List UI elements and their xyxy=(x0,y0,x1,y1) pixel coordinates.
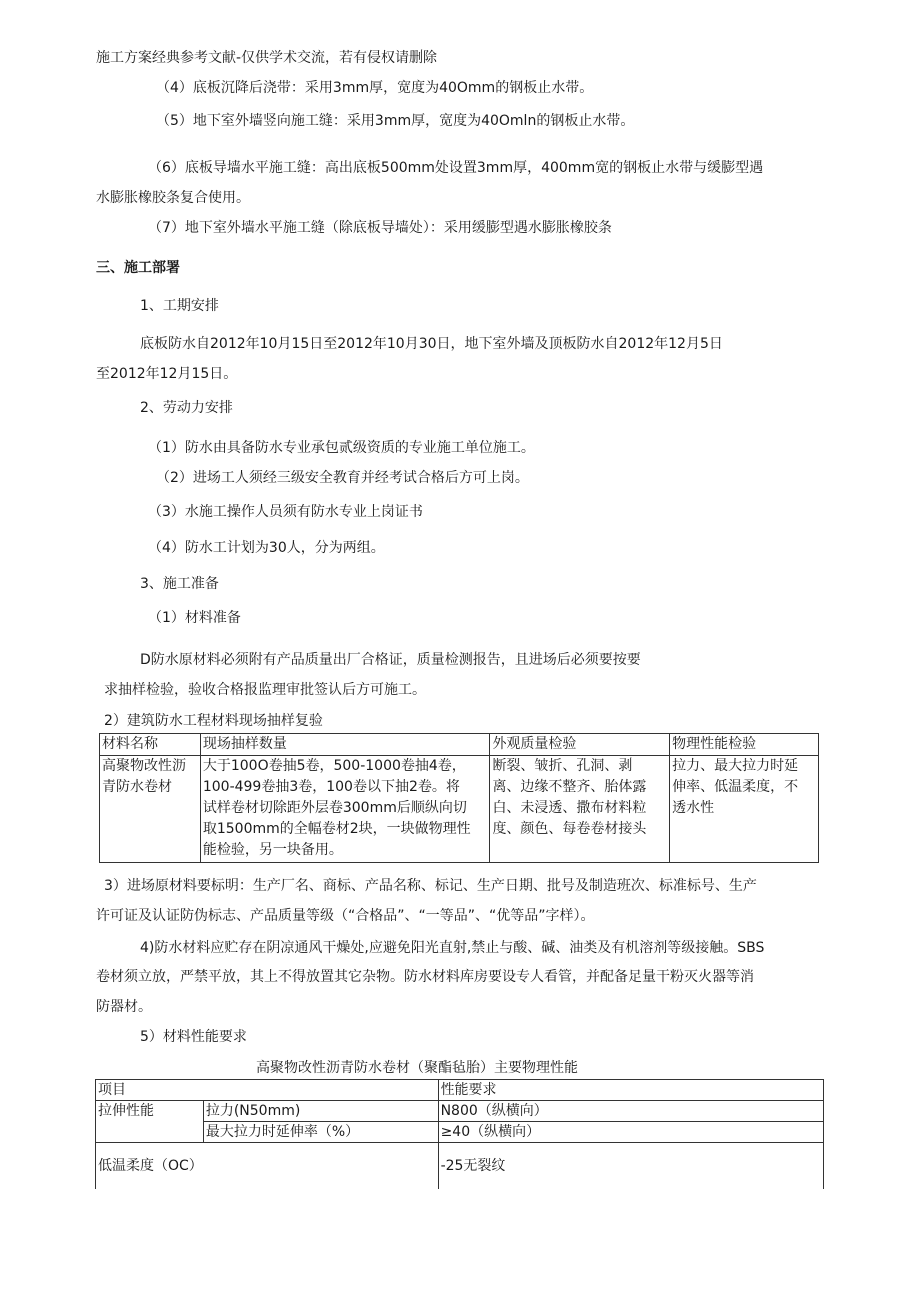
table-row xyxy=(96,1143,824,1189)
property-table xyxy=(95,1079,824,1189)
property-value-cell: -25无裂纹 xyxy=(438,1143,823,1189)
item-6-line1: （6）底板导墙水平施工缝：高出底板500mm处设置3mm厚，400mm宽的钢板止水带与缓膨型遇 xyxy=(148,160,764,176)
prep-item-1: （1）材料准备 xyxy=(148,610,241,626)
para-3-line1: 3）进场原材料要标明：生产厂名、商标、产品名称、标记、生产日期、批号及制造班次、标准标号、生产 xyxy=(104,878,757,894)
appearance-cell xyxy=(490,756,670,863)
property-name-cell: 最大拉力时延伸率（%） xyxy=(203,1122,438,1143)
sampling-qty-cell xyxy=(200,756,490,863)
para-3-line2: 许可证及认证防伪标志、产品质量等级（“合格品”、“一等品”、“优等品”字样）。 xyxy=(96,908,595,924)
header-cell: 性能要求 xyxy=(438,1080,823,1101)
cell-line: 透水性 xyxy=(672,800,715,816)
header-cell: 外观质量检验 xyxy=(490,734,670,756)
subheading-schedule: 1、工期安排 xyxy=(140,298,219,314)
cell-line: 能检验，另一块备用。 xyxy=(202,842,343,858)
section-heading: 三、施工部署 xyxy=(96,260,180,276)
header-cell: 现场抽样数量 xyxy=(200,734,490,756)
property-value-cell: ≥40（纵横向） xyxy=(438,1122,823,1143)
cell-line: 高聚物改性沥 xyxy=(102,758,186,774)
cell-line: 度、颜色、每卷卷材接头 xyxy=(492,821,647,837)
material-name-cell xyxy=(100,756,201,863)
labor-item-4: （4）防水工计划为30人，分为两组。 xyxy=(148,540,385,556)
cell-line: 伸率、低温柔度，不 xyxy=(672,779,799,795)
subheading-labor: 2、劳动力安排 xyxy=(140,400,233,416)
physical-cell xyxy=(670,756,819,863)
cell-line: 试样卷材切除距外层卷300mm后顺纵向切 xyxy=(202,800,467,816)
para-5: 5）材料性能要求 xyxy=(140,1029,247,1045)
header-cell: 材料名称 xyxy=(100,734,201,756)
property-name-cell: 拉力(N50mm) xyxy=(203,1101,438,1122)
header-cell: 项目 xyxy=(96,1080,439,1101)
group-cell: 拉伸性能 xyxy=(96,1101,204,1143)
cell-line: 大于100O卷抽5卷，500-1000卷抽4卷， xyxy=(202,758,466,774)
labor-item-1: （1）防水由具备防水专业承包贰级资质的专业施工单位施工。 xyxy=(148,440,535,456)
table-row xyxy=(100,756,819,863)
item-7: （7）地下室外墙水平施工缝（除底板导墙处）：采用缓膨型遇水膨胀橡胶条 xyxy=(148,220,612,236)
cell-line: 取1500mm的全幅卷材2块，一块做物理性 xyxy=(202,821,471,837)
table-row xyxy=(96,1101,824,1122)
subheading-prep: 3、施工准备 xyxy=(140,576,219,592)
table1-caption: 2）建筑防水工程材料现场抽样复验 xyxy=(104,713,323,729)
table2-caption: 高聚物改性沥青防水卷材（聚酯毡胎）主要物理性能 xyxy=(256,1060,578,1076)
item-5: （5）地下室外墙竖向施工缝：采用3mm厚，宽度为40Omln的钢板止水带。 xyxy=(156,113,635,129)
cell-line: 离、边缘不整齐、胎体露 xyxy=(492,779,647,795)
cell-line: 断裂、皱折、孔洞、剥 xyxy=(492,758,633,774)
schedule-line1: 底板防水自2012年10月15日至2012年10月30日，地下室外墙及顶板防水自2012年12月5日 xyxy=(140,336,723,352)
property-name-cell: 低温柔度（OC） xyxy=(96,1143,439,1189)
labor-item-3: （3）水施工操作人员须有防水专业上岗证书 xyxy=(148,504,423,520)
item-4: （4）底板沉降后浇带：采用3mm厚，宽度为40Omm的钢板止水带。 xyxy=(156,80,594,96)
schedule-line2: 至2012年12月15日。 xyxy=(96,366,238,382)
item-6-line2: 水膨胀橡胶条复合使用。 xyxy=(96,190,250,206)
cell-line: 100-499卷抽3卷，100卷以下抽2卷。将 xyxy=(202,779,460,795)
cell-line: 拉力、最大拉力时延 xyxy=(672,758,799,774)
cell-line: 青防水卷材 xyxy=(102,779,172,795)
para-4-line2: 卷材须立放，严禁平放，其上不得放置其它杂物。防水材料库房要设专人看管，并配备足量干粉灭火器等消 xyxy=(96,969,754,985)
para-4-line3: 防器材。 xyxy=(96,999,152,1015)
property-value-cell: N800（纵横向） xyxy=(438,1101,823,1122)
para-4-line1: 4)防水材料应贮存在阴凉通风干燥处,应避免阳光直射,禁止与酸、碱、油类及有机溶剂等级接触。SBS xyxy=(140,940,765,956)
page-header: 施工方案经典参考文献-仅供学术交流，若有侵权请删除 xyxy=(96,50,438,66)
sampling-table xyxy=(99,733,819,863)
labor-item-2: （2）进场工人须经三级安全教育并经考试合格后方可上岗。 xyxy=(156,470,529,486)
header-cell: 物理性能检验 xyxy=(670,734,819,756)
table-header-row xyxy=(96,1080,824,1101)
table-header-row xyxy=(100,734,819,756)
table-row xyxy=(96,1122,824,1143)
cell-line: 白、未浸透、撒布材料粒 xyxy=(492,800,647,816)
para-1-line2: 求抽样检验，验收合格报监理审批签认后方可施工。 xyxy=(104,682,426,698)
para-1-line1: D防水原材料必须附有产品质量出厂合格证，质量检测报告，且进场后必须要按要 xyxy=(140,652,641,668)
